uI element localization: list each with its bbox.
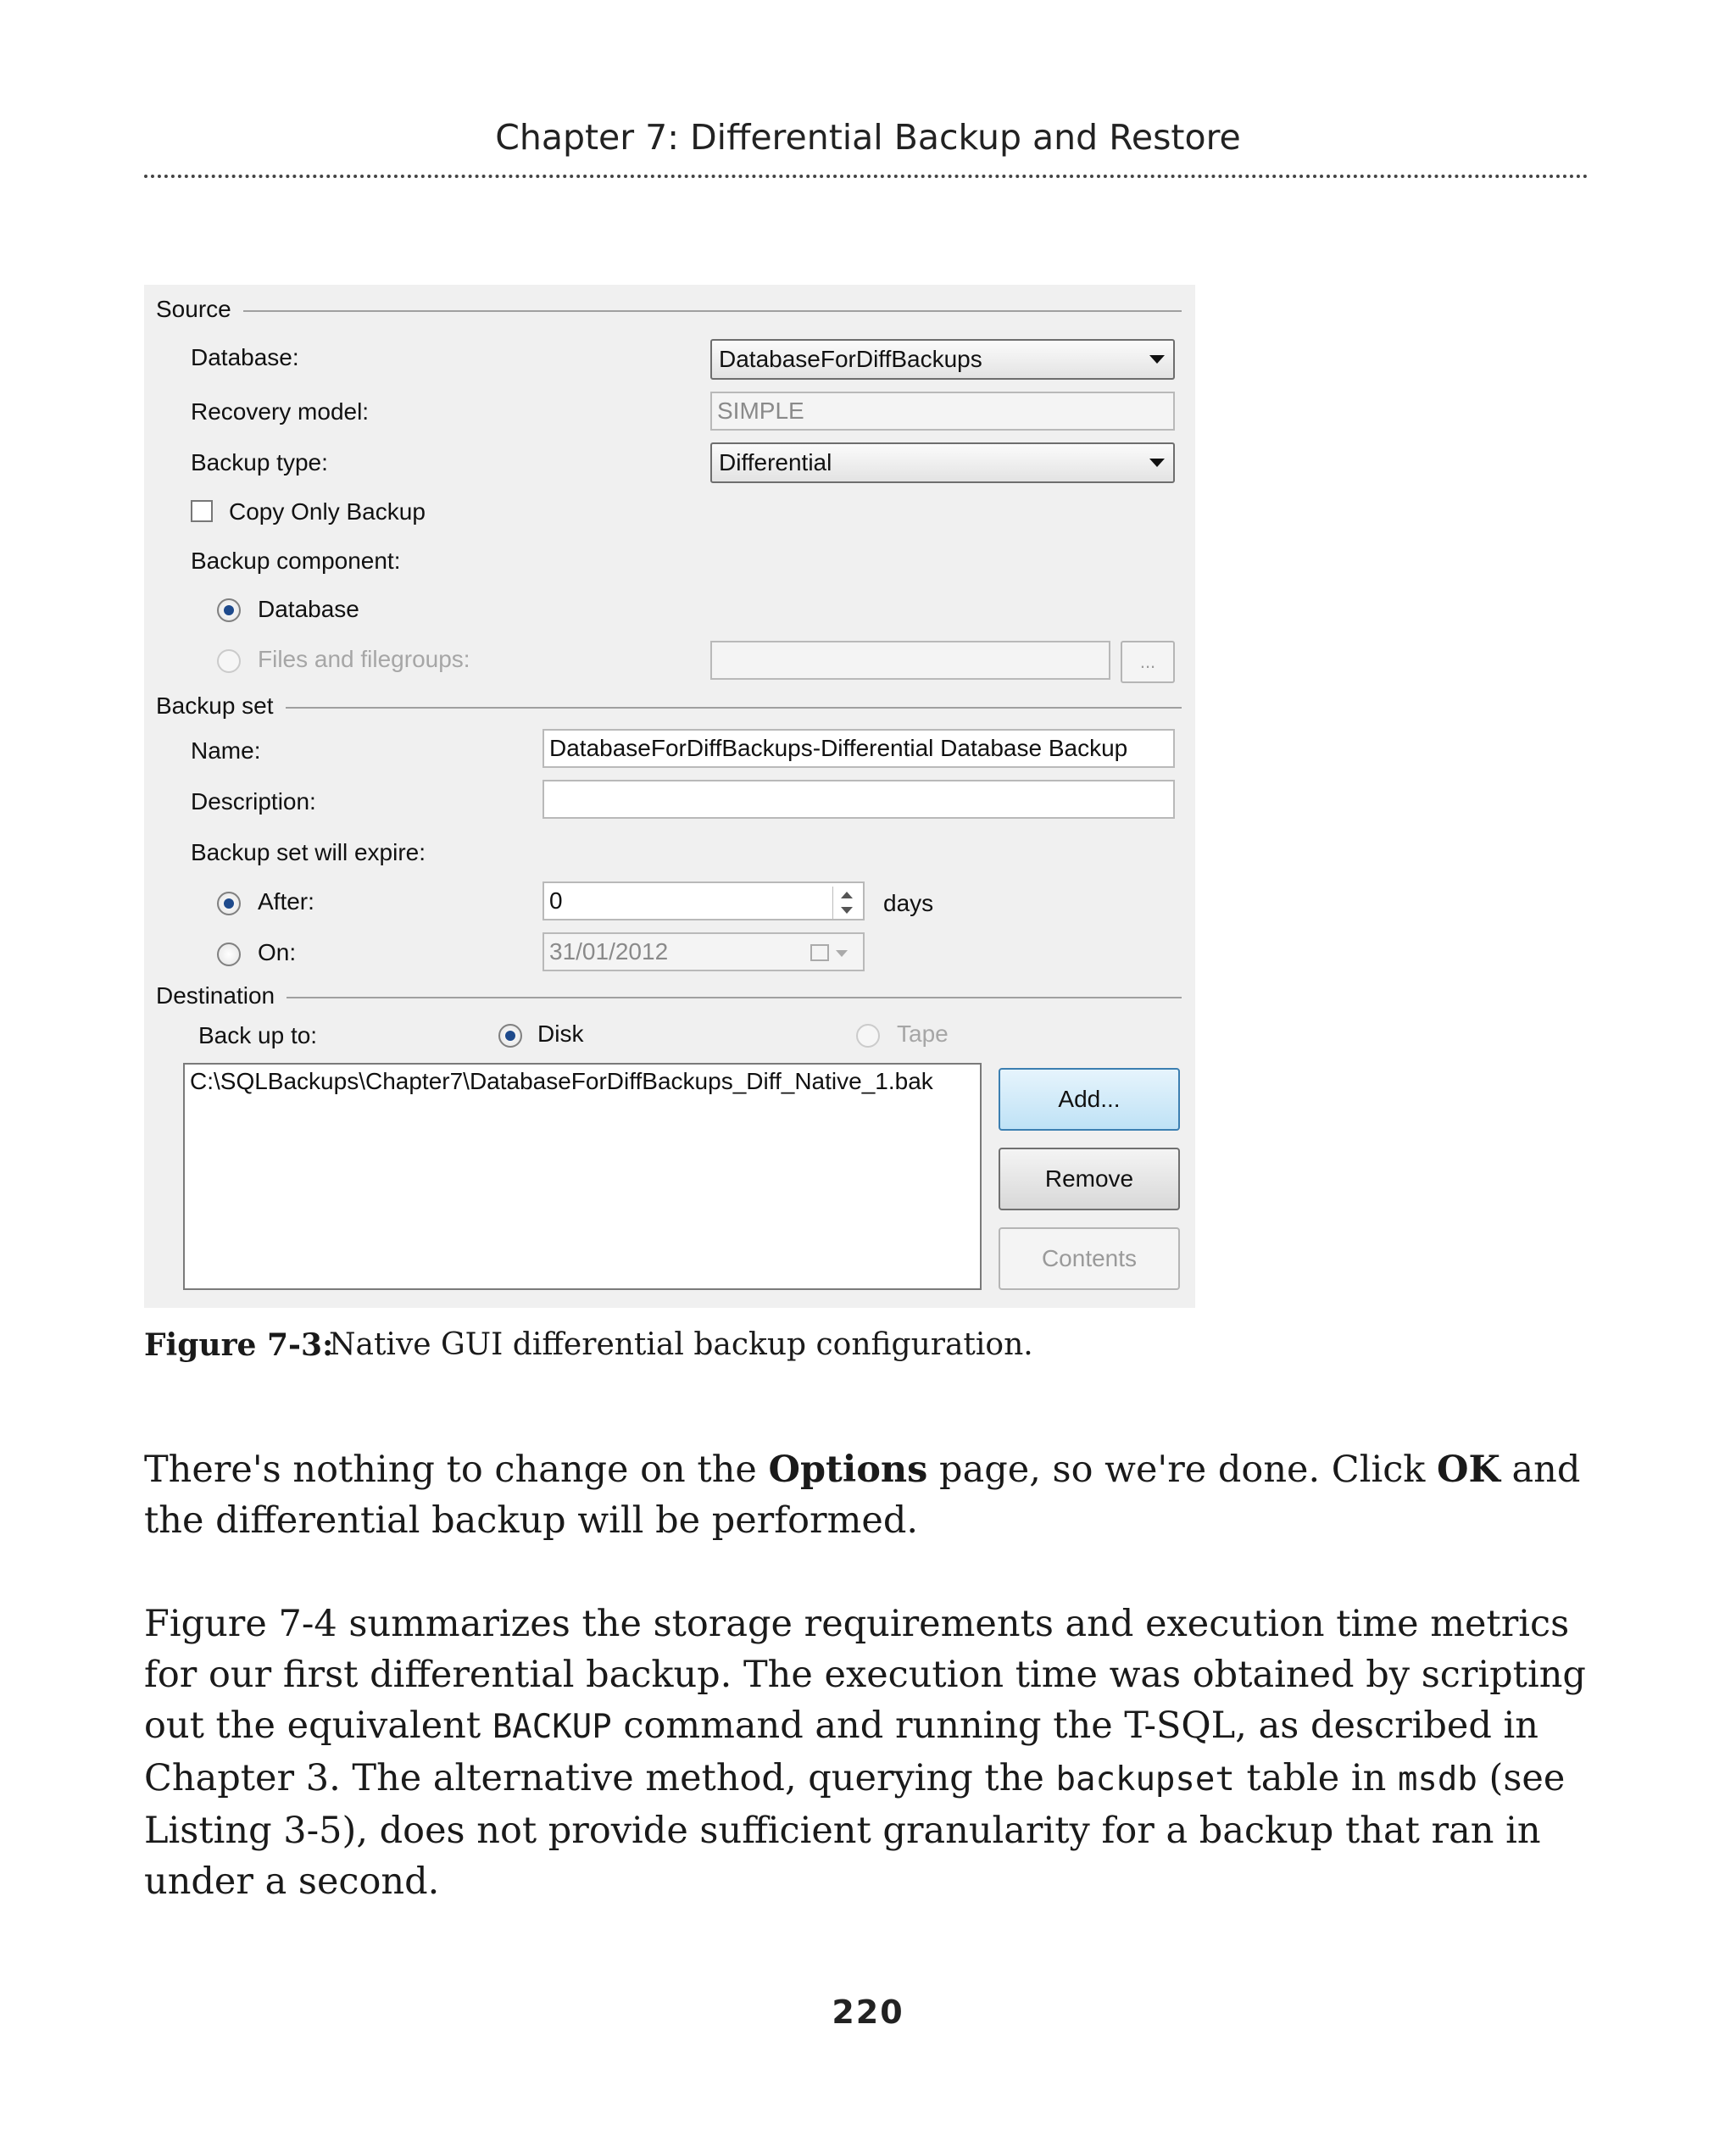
destination-divider <box>280 997 1182 998</box>
backup-type-dropdown-value: Differential <box>719 449 832 475</box>
database-dropdown[interactable] <box>710 339 1175 380</box>
para1-text-2: page, so we're done. Click <box>927 1449 1438 1491</box>
para1-bold-ok: OK <box>1437 1449 1500 1491</box>
expire-days-stepper[interactable] <box>542 881 865 920</box>
para2-code-backupset: backupset <box>1055 1760 1235 1799</box>
chapter-header: Chapter 7: Differential Backup and Restore <box>495 117 1241 158</box>
list-item[interactable]: C:\SQLBackups\Chapter7\DatabaseForDiffBackups_Diff_Native_1.bak <box>190 1068 933 1094</box>
para1-bold-options: Options <box>768 1449 928 1491</box>
page-number: 220 <box>832 1994 904 2031</box>
source-section-label: Source <box>156 296 243 323</box>
database-label: Database: <box>191 344 299 370</box>
destination-listbox[interactable] <box>183 1063 982 1290</box>
para1-text-1: There's nothing to change on the <box>144 1449 769 1491</box>
para2-code-backup: BACKUP <box>492 1708 612 1746</box>
add-button[interactable]: Add... <box>999 1068 1180 1131</box>
component-database-radio[interactable] <box>217 598 241 622</box>
source-divider <box>229 310 1182 312</box>
expire-days-value: 0 <box>549 887 563 914</box>
disk-radio[interactable] <box>498 1024 522 1048</box>
component-database-label: Database <box>258 596 359 622</box>
browse-files-button[interactable]: ... <box>1121 641 1175 683</box>
para1-text-3: and the differential backup will be performed. <box>144 1449 1581 1542</box>
database-dropdown-value: DatabaseForDiffBackups <box>719 346 982 372</box>
figure-caption <box>144 1327 1033 1363</box>
expire-on-label: On: <box>258 939 297 965</box>
expire-date-picker <box>542 932 865 971</box>
backup-dialog-screenshot <box>144 285 1195 1308</box>
calendar-icon <box>810 944 829 961</box>
expire-on-radio[interactable] <box>217 943 241 966</box>
header-divider <box>144 175 1589 178</box>
chevron-down-icon <box>1149 355 1165 364</box>
backup-set-divider <box>271 707 1182 709</box>
component-files-label: Files and filegroups: <box>258 646 470 672</box>
chevron-down-icon <box>836 950 848 957</box>
para2-text-1: Figure 7-4 summarizes the storage requirements and execution time metrics for our first differential backup. The execution time was obtained by scripting out the equivalent <box>144 1603 1586 1747</box>
copy-only-label: Copy Only Backup <box>229 498 426 525</box>
component-files-radio[interactable] <box>217 649 241 673</box>
expire-after-radio[interactable] <box>217 892 241 915</box>
expire-label: Backup set will expire: <box>191 839 426 865</box>
destination-section-label: Destination <box>156 982 287 1009</box>
description-input[interactable] <box>542 780 1175 819</box>
figure-number: Figure 7-3: <box>144 1327 334 1363</box>
backup-name-input[interactable]: DatabaseForDiffBackups-Differential Database Backup <box>542 729 1175 768</box>
remove-button[interactable]: Remove <box>999 1148 1180 1210</box>
para2-text-2: command and running the T-SQL, as described in Chapter 3. The alternative method, querying the <box>144 1704 1538 1799</box>
expire-after-label: After: <box>258 888 314 915</box>
backup-component-label: Backup component: <box>191 548 401 574</box>
spinner-arrows-icon[interactable] <box>832 887 862 919</box>
backup-type-label: Backup type: <box>191 449 328 475</box>
days-label: days <box>883 890 934 916</box>
recovery-model-label: Recovery model: <box>191 398 370 425</box>
files-filegroups-field <box>710 641 1110 680</box>
para2-text-3: table in <box>1234 1757 1398 1799</box>
disk-label: Disk <box>537 1020 584 1047</box>
figure-caption-text: Native GUI differential backup configuration. <box>329 1327 1033 1362</box>
name-label: Name: <box>191 737 261 764</box>
tape-radio[interactable] <box>856 1024 880 1048</box>
paragraph-metrics <box>144 1599 1602 1907</box>
copy-only-checkbox[interactable] <box>191 500 213 522</box>
para2-code-msdb: msdb <box>1397 1760 1477 1799</box>
description-label: Description: <box>191 788 316 815</box>
contents-button[interactable]: Contents <box>999 1227 1180 1290</box>
chevron-down-icon <box>1149 459 1165 467</box>
paragraph-options <box>144 1444 1602 1546</box>
tape-label: Tape <box>897 1020 949 1047</box>
expire-date-value: 31/01/2012 <box>549 938 669 965</box>
backup-type-dropdown[interactable] <box>710 442 1175 483</box>
backup-set-section-label: Backup set <box>156 692 286 720</box>
back-up-to-label: Back up to: <box>198 1022 318 1048</box>
recovery-model-field: SIMPLE <box>710 392 1175 431</box>
para2-text-4: (see Listing 3-5), does not provide sufficient granularity for a backup that ran in under a second. <box>144 1757 1566 1903</box>
